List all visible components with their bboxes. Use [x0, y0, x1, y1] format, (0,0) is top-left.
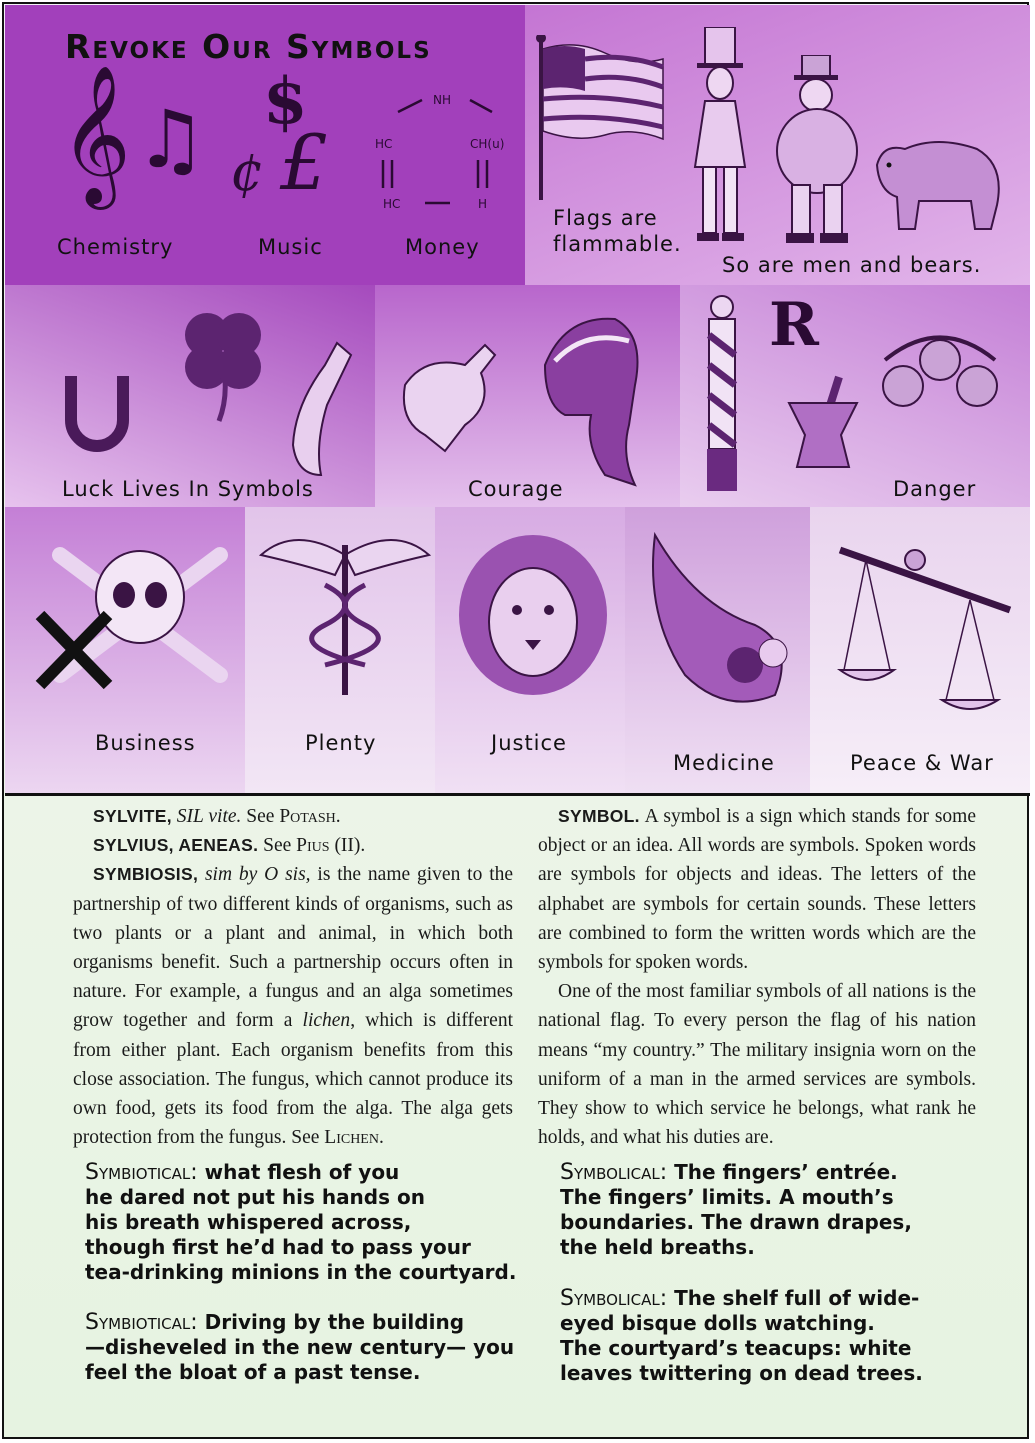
label-peace-war: Peace & War [850, 751, 994, 775]
label-luck: Luck Lives In Symbols [62, 477, 314, 501]
dollar-sign-icon: $ [263, 64, 308, 139]
chem-nh: NH [433, 93, 451, 107]
poem-symbolical-2: Symbolical: The shelf full of wide- eyed bisque dolls watching. The courtyard’s teacups: white leaves twittering on dead trees. [560, 1286, 923, 1385]
entry-symbol: SYMBOL. A symbol is a sign which stands for some object or an idea. All words are symbols. Spoken words are symbols for objects and ideas. The letters of the alphabet are symbols for certain sounds. These letters are combined to form the written words which are the symbols for spoken words. [538, 806, 976, 974]
horseshoe-icon [57, 370, 137, 460]
label-business: Business [95, 731, 196, 755]
treble-clef-icon: 𝄞 [60, 65, 131, 204]
rabbit-foot-icon [285, 335, 365, 485]
entry-symbol-p2: One of the most familiar symbols of all nations is the national flag. To every person the flag of his nation means “my country.” The military insignia worn on the uniform of a man in the armed services are symbols. They show to which service he belongs, what rank he holds, and what his duties are. [538, 981, 976, 1149]
label-men-bears: So are men and bears. [722, 253, 982, 277]
label-chemistry: Chemistry [57, 235, 174, 259]
label-courage: Courage [468, 477, 564, 501]
entry-sylvite: SYLVITE, SIL vite. See Potash. [93, 806, 341, 827]
cent-sign-icon: ¢ [230, 140, 265, 203]
chem-ch-u: CH(u) [470, 137, 505, 151]
greek-helmet-icon [525, 305, 655, 495]
chem-hc-top: HC [375, 137, 393, 151]
right-column [538, 802, 976, 1152]
art-title: Revoke Our Symbols [65, 27, 432, 66]
four-leaf-clover-icon [167, 305, 277, 425]
cornucopia-icon [635, 525, 805, 715]
label-justice: Justice [491, 731, 567, 755]
entry-sylvius: SYLVIUS, AENEAS. See Pius (II). [93, 835, 366, 857]
pound-sign-icon: £ [280, 118, 329, 207]
chem-h: H [478, 197, 488, 211]
label-medicine: Medicine [673, 751, 775, 775]
poem-symbiotical-1: Symbiotical: what flesh of you he dared not put his hands on his breath whispered across, though first he’d had to pass your tea-drinking minions in the courtyard. [85, 1160, 517, 1284]
pawnbroker-balls-icon [875, 320, 1005, 420]
lion-head-icon [453, 530, 613, 700]
label-flags: Flags are flammable. [553, 206, 682, 256]
john-bull-figure-icon [770, 55, 865, 250]
american-flag-icon [535, 35, 675, 205]
skull-crossbones-icon [30, 525, 240, 705]
bear-figure-icon [867, 135, 1007, 235]
caduceus-icon [255, 525, 435, 695]
label-music: Music [258, 235, 323, 259]
barber-pole-icon [697, 295, 747, 495]
music-notes-icon: ♫ [135, 93, 207, 186]
balance-scales-icon [830, 530, 1020, 720]
mortar-pestle-icon [783, 375, 863, 475]
poem-symbolical-1: Symbolical: The fingers’ entrée. The fingers’ limits. A mouth’s boundaries. The drawn drapes, the held breaths. [560, 1160, 912, 1259]
symbols-illustration [5, 5, 1030, 793]
prescription-rx-icon: R [769, 290, 819, 360]
dove-icon [385, 325, 515, 455]
uncle-sam-figure-icon [685, 27, 755, 242]
chem-hc-bottom: HC [383, 197, 401, 211]
encyclopedia-text [0, 796, 1035, 1436]
label-danger: Danger [893, 477, 977, 501]
label-plenty: Plenty [305, 731, 377, 755]
left-column [73, 802, 513, 1152]
entry-symbiosis: SYMBIOSIS, sim by O sis, is the name given to the partnership of two different kinds of organisms, such as two plants or a plant and animal, in which both organisms benefit. Such a partnership occurs often in nature. For example, a fungus and an alga sometimes grow together and form a lichen, which is different from either plant. Each organism benefits from this close association. The fungus, which cannot produce its own food, gets its food from the alga. The alga gets protection from the fungus. See Lichen. [73, 864, 514, 1149]
label-money: Money [405, 235, 480, 259]
chem-structure-icon [370, 90, 530, 220]
poem-symbiotical-2: Symbiotical: Driving by the building —disheveled in the new century— you feel the bloat of a past tense. [85, 1310, 515, 1384]
